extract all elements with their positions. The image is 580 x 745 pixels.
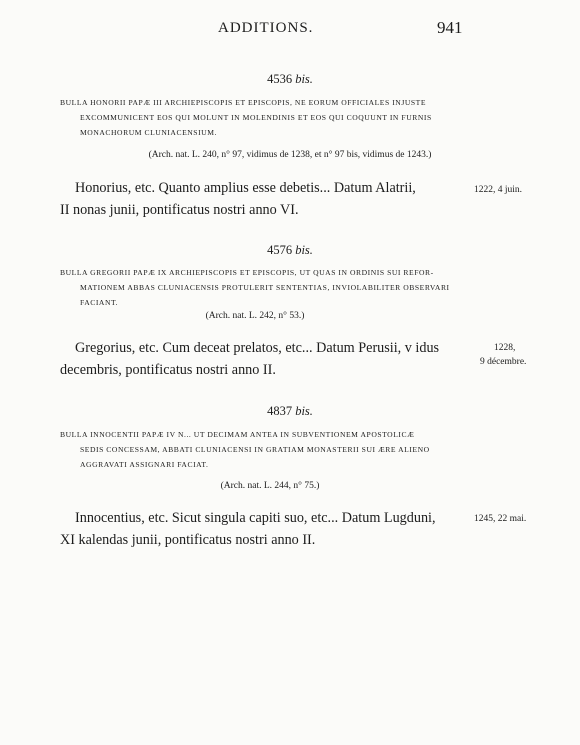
margin-date: 1222, 4 juin. — [474, 185, 523, 195]
margin-date: 1228, 9 décembre. — [480, 343, 527, 367]
entry-number: 4837 bis. — [267, 404, 313, 418]
entry-text: Honorius, etc. Quanto amplius esse debetis... Datum Alatrii, II nonas junii, pontificatus nostri anno VI. — [60, 180, 416, 218]
running-head-title: ADDITIONS. — [218, 20, 314, 36]
entry-summary: BULLA GREGORII PAPÆ IX ARCHIEPISCOPIS ET EPISCOPIS, UT QUAS IN ORDINIS SUI REFOR- MATIONEM ABBAS CLUNIACENSIS PROTULERIT SENTENTIAS, INVIOLABILITER OBSERVARI FACIANT. — [60, 268, 450, 307]
page-number: 941 — [437, 18, 463, 37]
entry-number: 4576 bis. — [267, 243, 313, 257]
archive-source: (Arch. nat. L. 240, n° 97, vidimus de 1238, et n° 97 bis, vidimus de 1243.) — [148, 150, 432, 160]
entry-summary: BULLA INNOCENTII PAPÆ IV N... UT DECIMAM ANTEA IN SUBVENTIONEM APOSTOLICÆ SEDIS CONCESSAM, ABBATI CLUNIACENSI IN GRATIAM MONASTERII SUI ÆRE ALIENO AGGRAVATI ASSIGNARI FACIAT. — [60, 430, 430, 469]
entry-text: Innocentius, etc. Sicut singula capiti suo, etc... Datum Lugduni, XI kalendas junii, pontificatus nostri anno II. — [60, 510, 436, 548]
entry-text: Gregorius, etc. Cum deceat prelatos, etc... Datum Perusii, v idus decembris, pontificatus nostri anno II. — [60, 340, 440, 378]
entry-summary: BULLA HONORII PAPÆ III ARCHIEPISCOPIS ET EPISCOPIS, NE EORUM OFFICIALES INJUSTE EXCOMMUNICENT EOS QUI MOLUNT IN MOLENDINIS ET EOS QUI COQUUNT IN FURNIS MONACHORUM CLUNIACENSIUM. — [60, 98, 432, 137]
entry-number: 4536 bis. — [267, 72, 313, 86]
archive-source: (Arch. nat. L. 244, n° 75.) — [220, 481, 320, 491]
margin-date: 1245, 22 mai. — [474, 514, 527, 524]
archive-source: (Arch. nat. L. 242, n° 53.) — [205, 311, 305, 321]
